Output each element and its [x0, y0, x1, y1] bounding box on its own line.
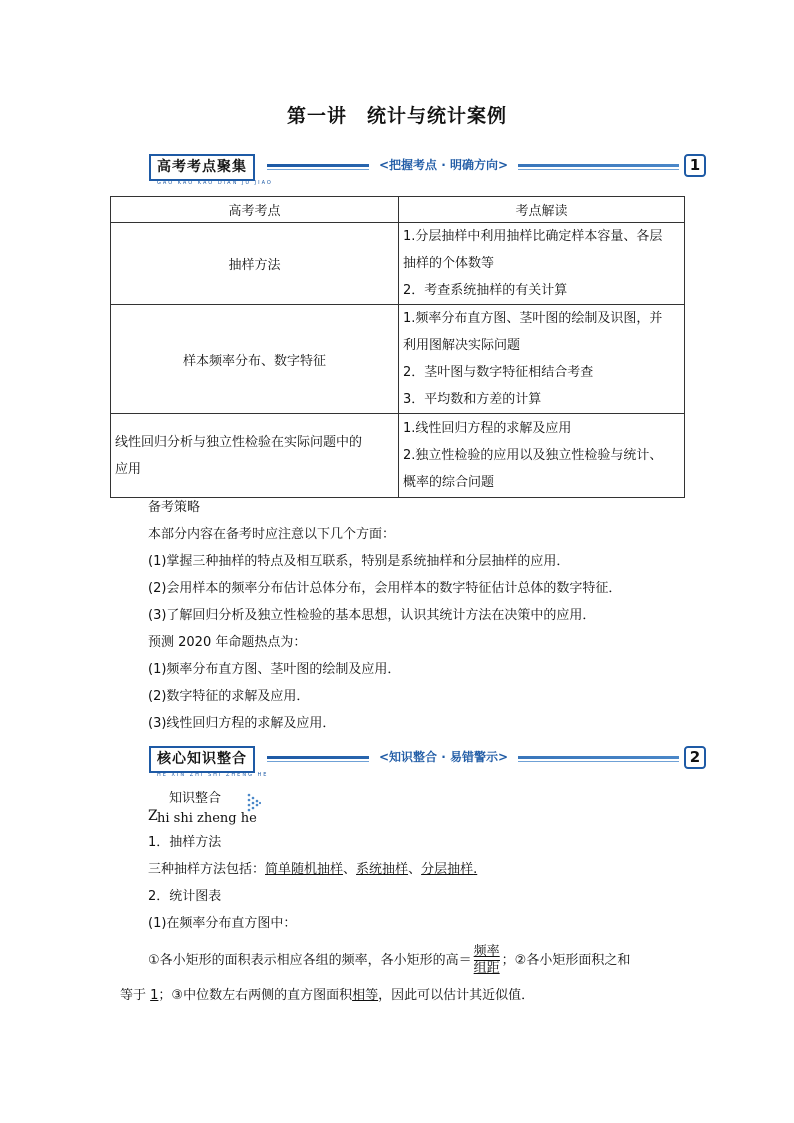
section-subtitle: <知识整合 · 易错警示>	[369, 748, 518, 766]
subsection-sub: (1)在频率分布直方图中：	[148, 916, 297, 931]
subsection-title: 2．统计图表	[148, 889, 222, 904]
interpretation-line: 利用图解决实际问题	[403, 338, 521, 353]
fraction-denominator: 组距	[473, 961, 500, 976]
histogram-paragraph-line1	[148, 944, 630, 977]
section-label: 核心知识整合	[149, 746, 255, 773]
interpretation-line: 2．茎叶图与数字特征相结合考查	[403, 365, 594, 380]
interpretation-line: 3．平均数和方差的计算	[403, 392, 542, 407]
paragraph-text: ；②各小矩形面积之和	[501, 953, 631, 968]
section-number: 2	[684, 746, 706, 769]
knowledge-label-initial: Z	[148, 808, 158, 824]
subsection-title: 1．抽样方法	[148, 835, 222, 850]
sampling-method: 简单随机抽样	[265, 862, 344, 877]
interpretation-line: 2.独立性检验的应用以及独立性检验与统计、	[403, 448, 663, 463]
paragraph-text: ；③中位数左右两侧的直方图面积	[158, 988, 353, 1003]
exam-point: 抽样方法	[111, 223, 399, 305]
interpretation-line: 2．考查系统抽样的有关计算	[403, 283, 568, 298]
section-pinyin: HE XIN ZHI SHI ZHENG HE	[157, 772, 269, 778]
separator: 、	[408, 862, 422, 877]
section-banner-2	[149, 744, 709, 782]
exam-points-table	[110, 196, 685, 498]
sampling-method: 系统抽样	[356, 862, 409, 877]
interpretation-line: 抽样的个体数等	[403, 256, 495, 271]
knowledge-label: 知识整合	[169, 791, 222, 806]
exam-point-line: 线性回归分析与独立性检验在实际问题中的	[115, 434, 363, 450]
fraction-numerator: 频率	[473, 944, 500, 959]
exam-point: 样本频率分布、数字特征	[111, 305, 399, 414]
forecast-item: (2)数字特征的求解及应用．	[148, 689, 310, 704]
forecast-item: (1)频率分布直方图、茎叶图的绘制及应用．	[148, 662, 401, 677]
table-row	[111, 305, 685, 414]
fraction	[474, 944, 500, 977]
table-row	[111, 223, 685, 305]
table-header: 考点解读	[399, 197, 685, 223]
strategy-intro: 本部分内容在备考时应注意以下几个方面：	[148, 527, 396, 542]
strategy-heading: 备考策略	[148, 500, 201, 515]
forecast-intro: 预测 2020 年命题热点为：	[148, 635, 307, 650]
paragraph-text: 等于	[120, 988, 151, 1003]
separator: 、	[343, 862, 357, 877]
forecast-item: (3)线性回归方程的求解及应用．	[148, 716, 336, 731]
sampling-method: 分层抽样	[421, 862, 474, 877]
sampling-methods-line	[148, 860, 477, 880]
table-header: 高考考点	[111, 197, 399, 223]
strategy-item: (2)会用样本的频率分布估计总体分布，会用样本的数字特征估计总体的数字特征．	[148, 581, 622, 596]
section-number: 1	[684, 154, 706, 177]
exam-interpretation	[399, 223, 685, 305]
strategy-item: (3)了解回归分析及独立性检验的基本思想，认识其统计方法在决策中的应用．	[148, 608, 596, 623]
answer-blank: 1	[150, 988, 159, 1003]
section-pinyin: GAO KAO KAO DIAN JU JIAO	[157, 180, 273, 186]
interpretation-line: 1.线性回归方程的求解及应用	[403, 421, 572, 436]
interpretation-line: 1.频率分布直方图、茎叶图的绘制及识图，并	[403, 311, 663, 326]
strategy-item: (1)掌握三种抽样的特点及相互联系，特别是系统抽样和分层抽样的应用．	[148, 554, 570, 569]
section-subtitle: <把握考点 · 明确方向>	[369, 156, 518, 174]
table-row	[111, 414, 685, 498]
section-banner-1	[149, 152, 709, 190]
section-label: 高考考点聚集	[149, 154, 255, 181]
answer-blank: 相等	[352, 988, 379, 1003]
period: .	[473, 862, 478, 877]
paragraph-text: ①各小矩形的面积表示相应各组的频率，各小矩形的高＝	[148, 953, 472, 968]
triangle-arrow-icon	[247, 792, 261, 815]
paragraph-text: ，因此可以估计其近似值．	[378, 988, 535, 1003]
histogram-paragraph-line2	[120, 986, 534, 1006]
exam-interpretation	[399, 305, 685, 414]
knowledge-label-pinyin: hi shi zheng he	[157, 811, 257, 826]
interpretation-line: 1.分层抽样中利用抽样比确定样本容量、各层	[403, 229, 663, 244]
interpretation-line: 概率的综合问题	[403, 475, 495, 490]
table-header-row	[111, 197, 685, 223]
exam-point-line: 应用	[115, 461, 142, 477]
page-title: 第一讲 统计与统计案例	[286, 105, 507, 127]
sampling-prefix: 三种抽样方法包括：	[148, 862, 266, 877]
exam-interpretation	[399, 414, 685, 498]
exam-point	[111, 414, 399, 498]
